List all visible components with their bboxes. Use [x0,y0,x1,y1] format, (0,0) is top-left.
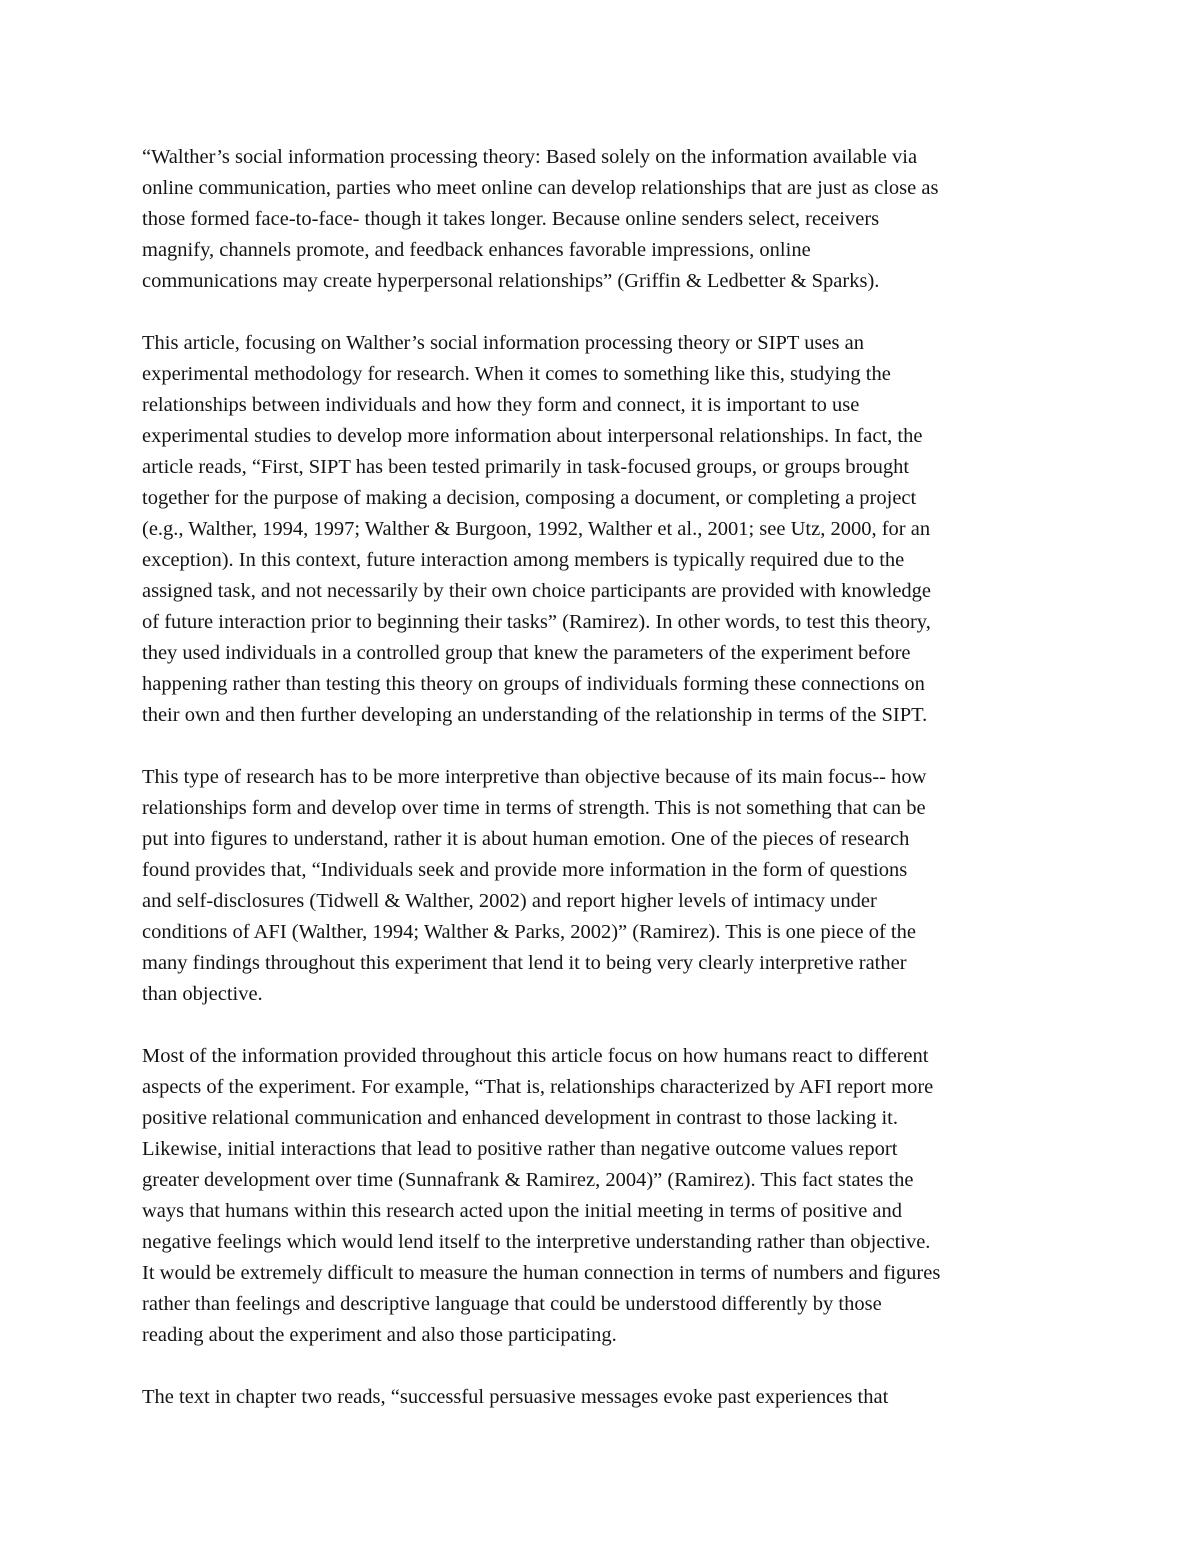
paragraph-4-line-8: It would be extremely difficult to measure the human connection in terms of numbers and figures [142,1262,941,1284]
paragraph-4-line-3: positive relational communication and enhanced development in contrast to those lacking it. [142,1107,899,1129]
paragraph-2-line-13: their own and then further developing an understanding of the relationship in terms of the SIPT. [142,704,928,726]
paragraph-1-line-5: communications may create hyperpersonal relationships” (Griffin & Ledbetter & Sparks). [142,270,880,292]
paragraph-3-line-5: and self-disclosures (Tidwell & Walther, 2002) and report higher levels of intimacy under [142,890,877,912]
paragraph-4-line-7: negative feelings which would lend itself to the interpretive understanding rather than objective. [142,1231,931,1253]
paragraph-2-line-12: happening rather than testing this theory on groups of individuals forming these connections on [142,673,925,695]
paragraph-4-line-5: greater development over time (Sunnafrank & Ramirez, 2004)” (Ramirez). This fact states the [142,1169,914,1191]
paragraph-2-line-8: exception). In this context, future interaction among members is typically required due to the [142,549,905,571]
paragraph-2-line-10: of future interaction prior to beginning their tasks” (Ramirez). In other words, to test this theory, [142,611,931,633]
paragraph-1-line-2: online communication, parties who meet online can develop relationships that are just as close as [142,177,939,199]
paragraph-2-line-5: article reads, “First, SIPT has been tested primarily in task-focused groups, or groups brought [142,456,910,478]
paragraph-3-line-8: than objective. [142,983,263,1005]
paragraph-4-line-4: Likewise, initial interactions that lead to positive rather than negative outcome values report [142,1138,898,1160]
paragraph-2-line-3: relationships between individuals and how they form and connect, it is important to use [142,394,860,416]
paragraph-2-line-1: This article, focusing on Walther’s social information processing theory or SIPT uses an [142,332,864,354]
paragraph-3-line-1: This type of research has to be more interpretive than objective because of its main focus-- how [142,766,927,788]
paragraph-3-line-2: relationships form and develop over time in terms of strength. This is not something that can be [142,797,926,819]
paragraph-2-line-7: (e.g., Walther, 1994, 1997; Walther & Burgoon, 1992, Walther et al., 2001; see Utz, 2000, for an [142,518,931,540]
paragraph-2-line-11: they used individuals in a controlled group that knew the parameters of the experiment before [142,642,911,664]
paragraph-3-line-3: put into figures to understand, rather it is about human emotion. One of the pieces of research [142,828,910,850]
paragraph-3-line-7: many findings throughout this experiment that lend it to being very clearly interpretive rather [142,952,907,974]
paragraph-5-line-1: The text in chapter two reads, “successful persuasive messages evoke past experiences that [142,1386,889,1408]
paragraph-4-line-6: ways that humans within this research acted upon the initial meeting in terms of positive and [142,1200,903,1222]
paragraph-1-line-1: “Walther’s social information processing theory: Based solely on the information available via [142,146,918,168]
paragraph-4-line-1: Most of the information provided throughout this article focus on how humans react to different [142,1045,929,1067]
paragraph-1-line-4: magnify, channels promote, and feedback enhances favorable impressions, online [142,239,811,261]
paragraph-1-line-3: those formed face-to-face- though it takes longer. Because online senders select, receivers [142,208,880,230]
paragraph-2-line-4: experimental studies to develop more information about interpersonal relationships. In fact, the [142,425,923,447]
paragraph-2-line-6: together for the purpose of making a decision, composing a document, or completing a project [142,487,917,509]
paragraph-4-line-9: rather than feelings and descriptive language that could be understood differently by those [142,1293,882,1315]
paragraph-3-line-6: conditions of AFI (Walther, 1994; Walther & Parks, 2002)” (Ramirez). This is one piece of the [142,921,916,943]
paragraph-4-line-10: reading about the experiment and also those participating. [142,1324,617,1346]
paragraph-2-line-2: experimental methodology for research. When it comes to something like this, studying the [142,363,891,385]
paragraph-4-line-2: aspects of the experiment. For example, “That is, relationships characterized by AFI report more [142,1076,934,1098]
paragraph-3-line-4: found provides that, “Individuals seek and provide more information in the form of questions [142,859,908,881]
paragraph-2-line-9: assigned task, and not necessarily by their own choice participants are provided with knowledge [142,580,932,602]
